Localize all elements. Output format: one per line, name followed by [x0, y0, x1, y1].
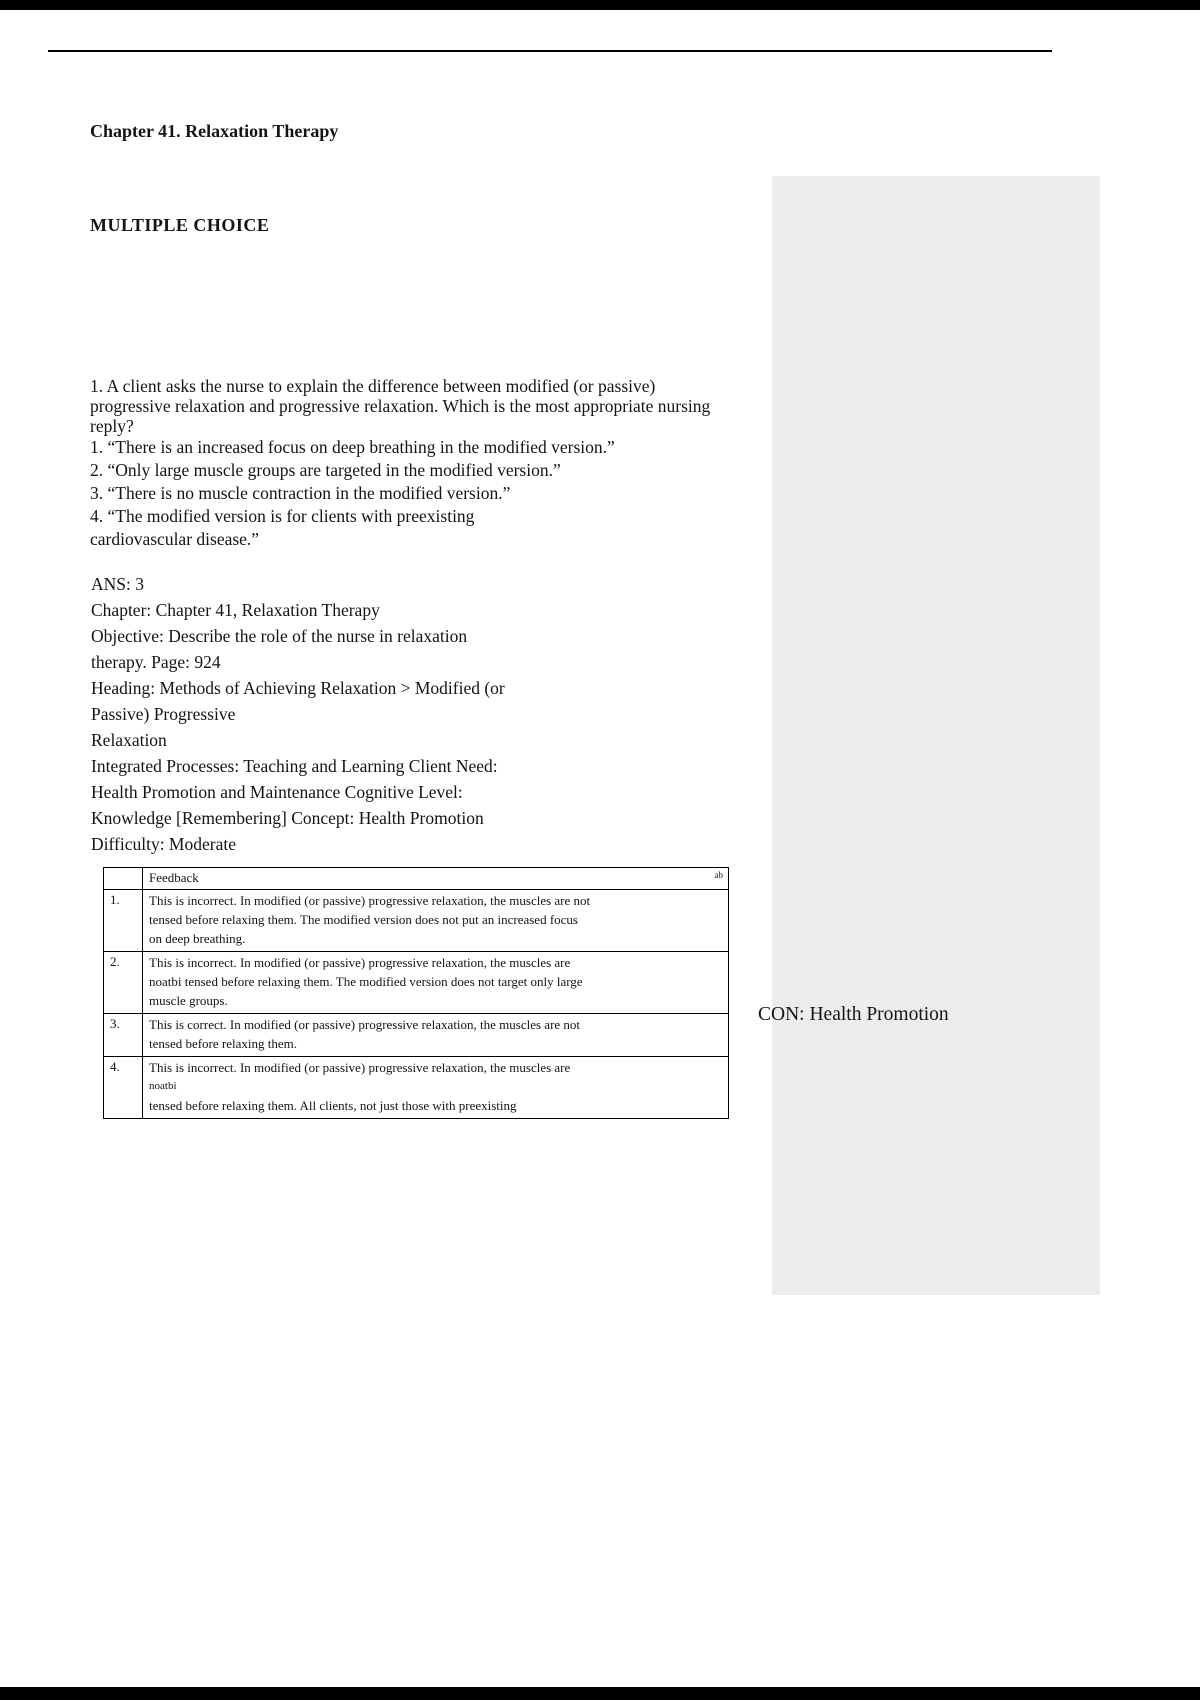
feedback-table: [103, 867, 729, 1119]
feedback-text-line: tensed before relaxing them.: [149, 1036, 297, 1051]
answer-line: Relaxation: [91, 730, 167, 750]
feedback-text-line: noatbi tensed before relaxing them. The modified version does not target only large: [149, 974, 583, 989]
feedback-table-header-row: [104, 868, 728, 889]
feedback-header-label: Feedback: [149, 870, 199, 885]
feedback-text-line: on deep breathing.: [149, 931, 246, 946]
feedback-row-text: [143, 890, 728, 951]
answer-line: Passive) Progressive: [91, 704, 236, 724]
answer-option-2: 2. “Only large muscle groups are targeted in the modified version.”: [90, 460, 561, 480]
header-rule: [48, 50, 1052, 52]
question-block: [90, 376, 910, 551]
feedback-table-row-2: [104, 951, 728, 1013]
answer-option-4: 4. “The modified version is for clients with preexisting: [90, 506, 475, 526]
feedback-text-line: tensed before relaxing them. The modified version does not put an increased focus: [149, 912, 578, 927]
answer-line: Knowledge [Remembering] Concept: Health Promotion: [91, 808, 484, 828]
answer-option-3: 3. “There is no muscle contraction in the modified version.”: [90, 483, 511, 503]
feedback-text-line-artifact: noatbi: [149, 1080, 177, 1092]
feedback-table-row-1: [104, 889, 728, 951]
feedback-row-number: 4.: [104, 1057, 143, 1118]
feedback-header-number-cell: [104, 868, 143, 889]
answer-line: Difficulty: Moderate: [91, 834, 236, 854]
feedback-header-cell: [143, 868, 728, 889]
answer-line: ANS: 3: [91, 574, 144, 594]
answer-line: Heading: Methods of Achieving Relaxation > Modified (or: [91, 678, 505, 698]
feedback-row-number: 1.: [104, 890, 143, 951]
answer-line: Integrated Processes: Teaching and Learning Client Need:: [91, 756, 498, 776]
feedback-row-text: [143, 1057, 728, 1118]
answer-option-1: 1. “There is an increased focus on deep breathing in the modified version.”: [90, 437, 615, 457]
feedback-row-text: [143, 1014, 728, 1056]
feedback-table-row-4: [104, 1056, 728, 1118]
answer-line: Chapter: Chapter 41, Relaxation Therapy: [91, 600, 380, 620]
feedback-text-line: This is incorrect. In modified (or passive) progressive relaxation, the muscles are: [149, 1060, 571, 1075]
question-stem-line: progressive relaxation and progressive relaxation. Which is the most appropriate nursing: [90, 396, 711, 416]
feedback-text-line: This is incorrect. In modified (or passive) progressive relaxation, the muscles are: [149, 955, 571, 970]
answer-line: Objective: Describe the role of the nurse in relaxation: [91, 626, 468, 646]
feedback-table-row-3: [104, 1013, 728, 1056]
question-stem-line: reply?: [90, 416, 134, 436]
feedback-row-text: [143, 952, 728, 1013]
feedback-row-number: 3.: [104, 1014, 143, 1056]
answer-option-4-continued: cardiovascular disease.”: [90, 529, 260, 549]
feedback-row-number: 2.: [104, 952, 143, 1013]
feedback-header-superscript: ab: [714, 870, 723, 880]
feedback-text-line: This is correct. In modified (or passive) progressive relaxation, the muscles are not: [149, 1017, 581, 1032]
question-stem-line: 1. A client asks the nurse to explain the difference between modified (or passive): [90, 376, 656, 396]
answer-line: Health Promotion and Maintenance Cognitive Level:: [91, 782, 463, 802]
highlight-panel: [772, 176, 1100, 1295]
chapter-title: Chapter 41. Relaxation Therapy: [90, 121, 339, 141]
con-health-promotion-note: CON: Health Promotion: [758, 1004, 949, 1025]
answer-line: therapy. Page: 924: [91, 652, 221, 672]
section-heading: MULTIPLE CHOICE: [90, 215, 270, 235]
page-top-border: [0, 0, 1200, 10]
feedback-text-line: tensed before relaxing them. All clients, not just those with preexisting: [149, 1098, 517, 1113]
feedback-text-line: This is incorrect. In modified (or passive) progressive relaxation, the muscles are not: [149, 893, 591, 908]
page-bottom-border: [0, 1687, 1200, 1700]
answer-rationale-block: [91, 571, 771, 857]
feedback-text-line: muscle groups.: [149, 993, 228, 1008]
